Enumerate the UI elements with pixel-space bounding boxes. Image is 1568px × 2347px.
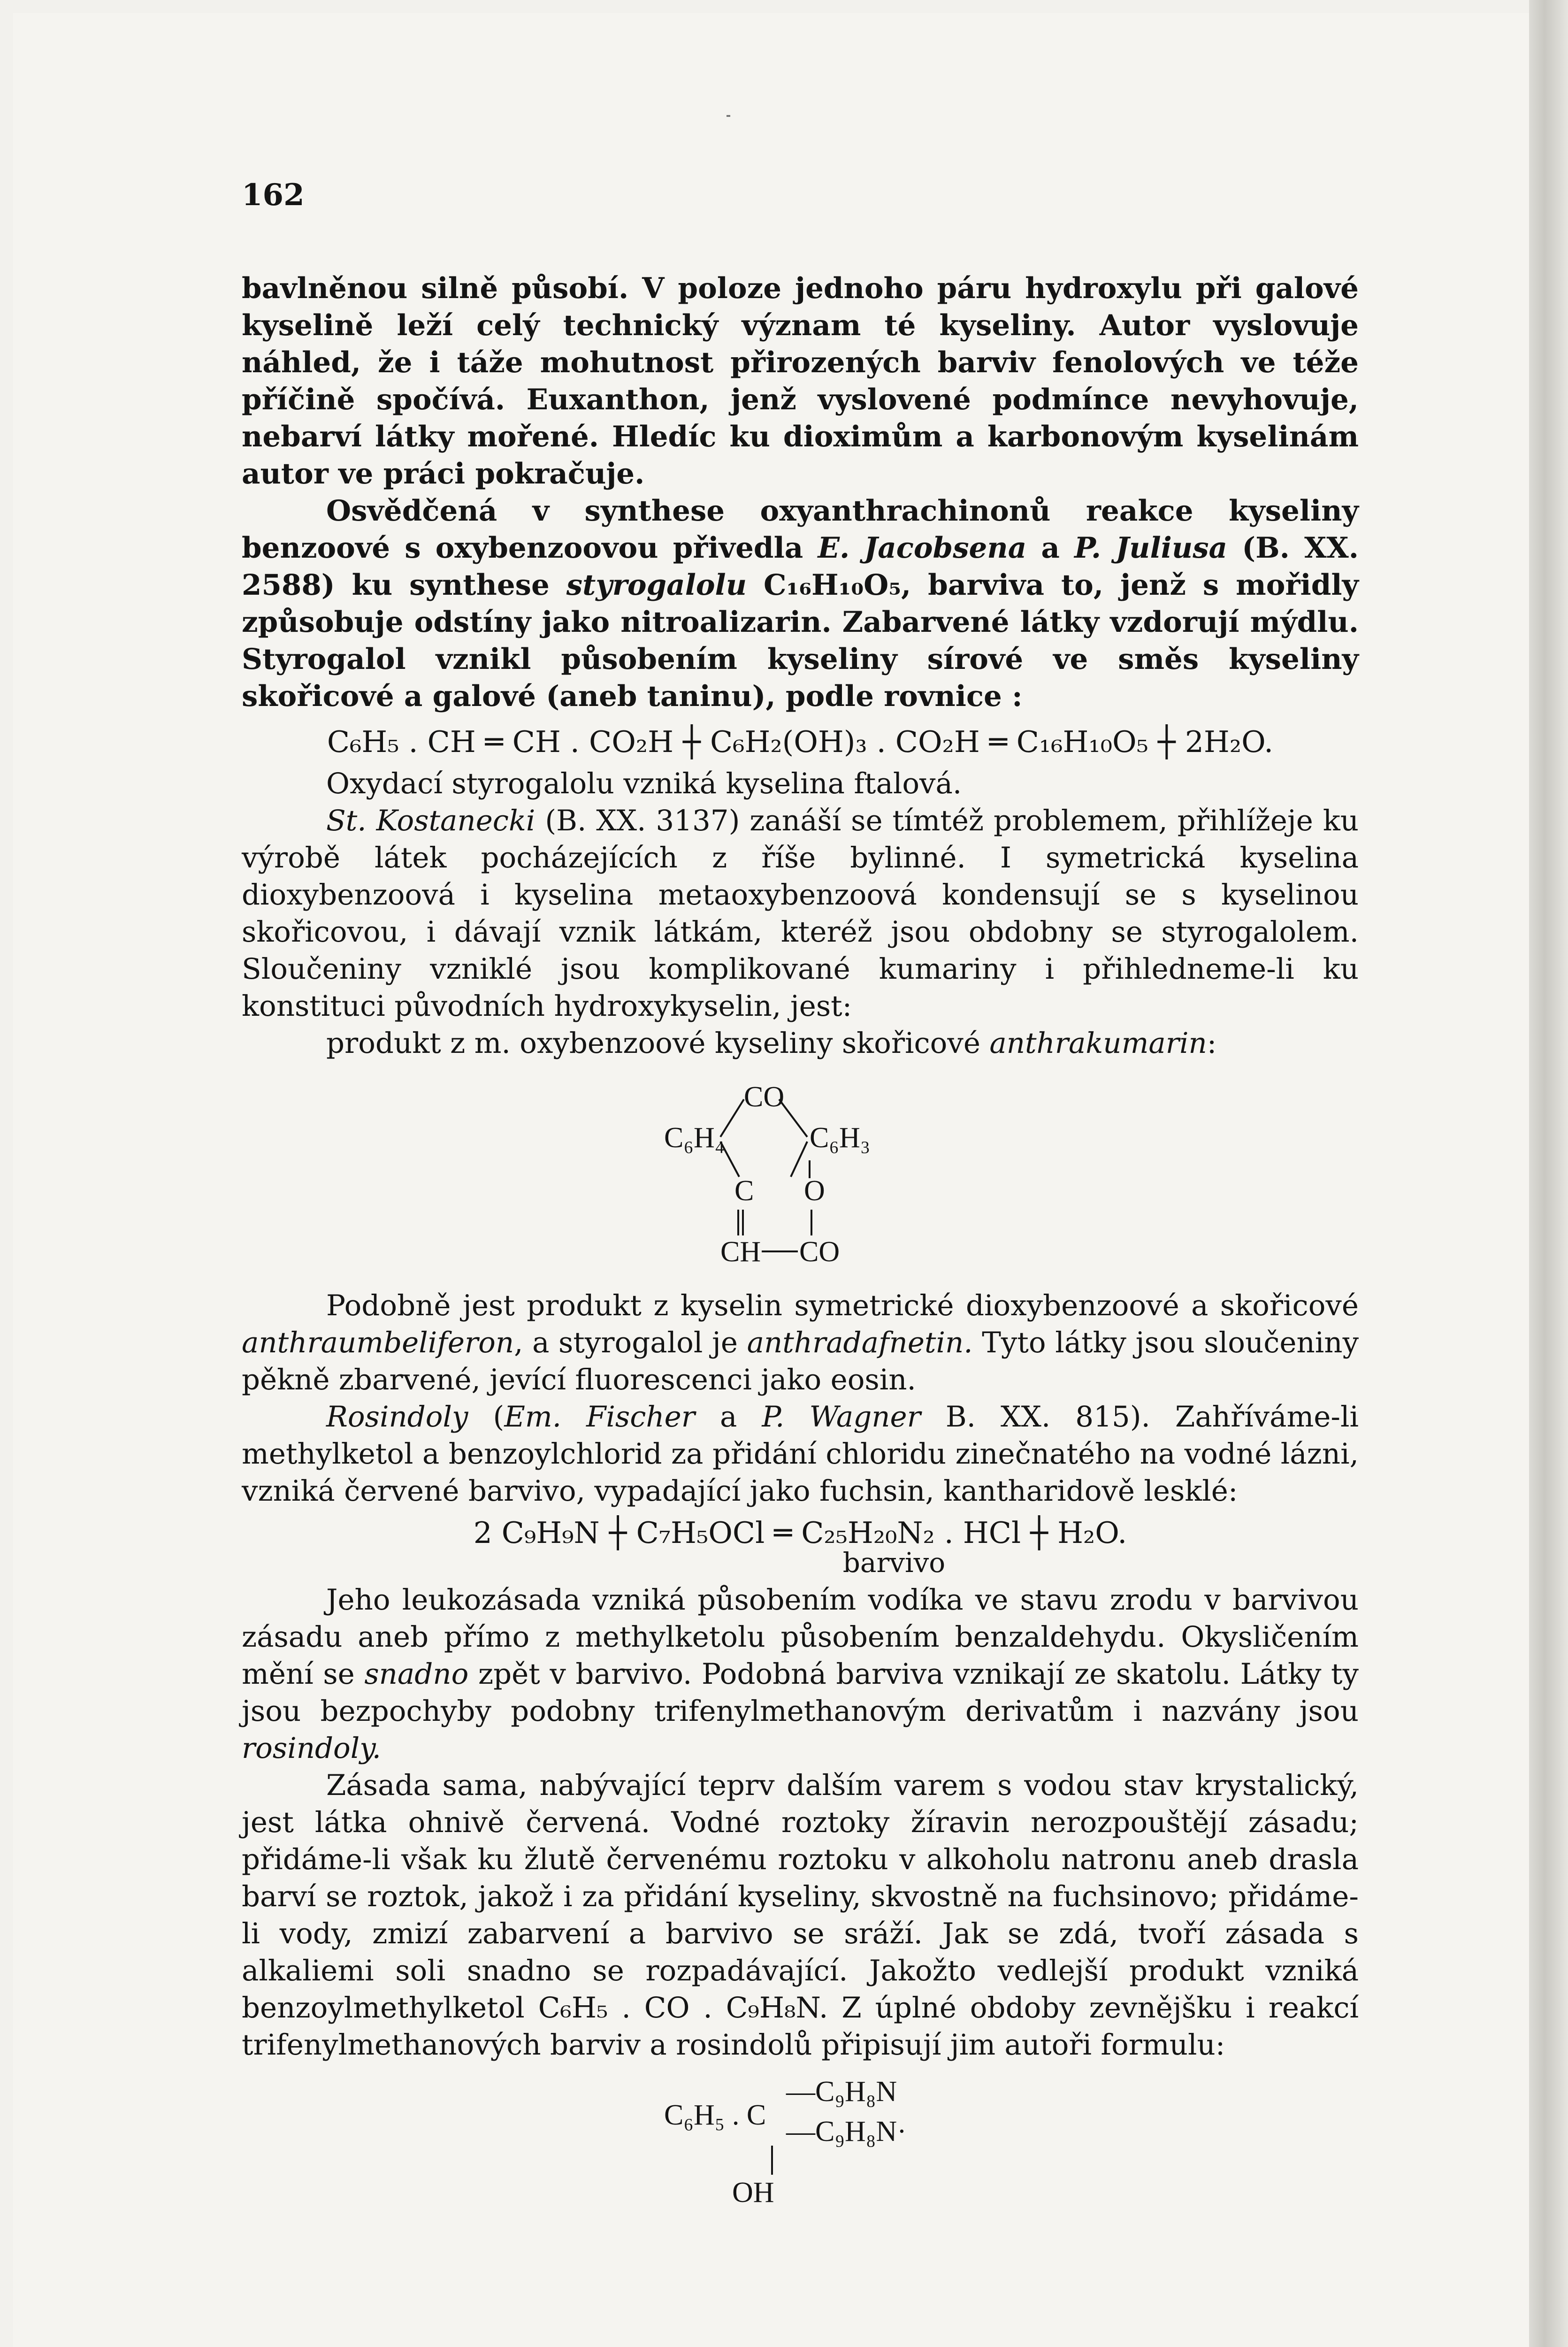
text-run: (: [493, 1400, 505, 1434]
paragraph-leukozasada: [242, 1581, 1359, 1767]
structure-rosindol: [242, 2075, 1359, 2216]
struct-right-group: C₆H₃: [810, 1122, 871, 1154]
struct-rosindol-lower: —C₉H₈N·: [786, 2116, 907, 2148]
compound-name: Rosindoly: [326, 1400, 468, 1434]
text-run: C₁₆H₁₀O₅, barviva to, jenž s mořidly způsobuje odstíny jako nitroalizarin. Zabarvené látky vzdorují mýdlu. Styrogalol vznikl působením kyseliny sírové ve směs kyseliny skořicové a galové (aneb taninu), podle rovnice :: [242, 568, 1359, 713]
author-ref: St. Kostanecki: [326, 804, 535, 837]
struct-mid-left: C: [734, 1175, 754, 1207]
paragraph-kostanecki: [242, 802, 1359, 1025]
page-number: 162: [242, 177, 305, 213]
equation-label-barvivo: barvivo: [842, 1547, 946, 1579]
paragraph-produkt: [242, 1025, 1359, 1062]
paragraph-2: [242, 492, 1359, 715]
struct-rosindol-upper: —C₉H₈N: [786, 2076, 897, 2108]
equation-styrogalol: C₆H₅ . CH ═ CH . CO₂H ┼ C₆H₂(OH)₃ . CO₂H ═ C₁₆H₁₀O₅ ┼ 2H₂O.: [327, 725, 1274, 759]
paragraph-1: bavlněnou silně působí. V poloze jednoho páru hydroxylu při galové kyselině leží celý technický význam té kyseliny. Autor vyslovuje náhled, že i táže mohutnost přirozených barviv fenolových ve téže příčině spočívá. Euxanthon, jenž vyslovené podmínce nevyhovuje, nebarví látky mořené. Hledíc ku dioximům a karbonovým kyselinám autor ve práci pokračuje.: [242, 272, 1359, 491]
text-run: Tyto látky jsou sloučeniny pěkně zbarvené, jevící fluorescenci jako eosin.: [242, 1326, 1359, 1396]
text-run: produkt z m. oxybenzoové kyseliny skořicové: [326, 1027, 980, 1060]
text-run: Jeho leukozásada vzniká působením vodíka ve stavu zrodu v barvivou zásadu aneb přímo z methylketolu působením benzaldehydu. Okysličením mění se: [242, 1583, 1359, 1691]
compound-name: anthradafnetin.: [747, 1326, 973, 1359]
text-run: a: [719, 1400, 737, 1434]
text-run: Osvědčená v synthese oxyanthrachinonů reakce kyseliny benzoové s oxybenzoovou přivedla: [242, 494, 1359, 565]
structure-anthrakumarin: [242, 1071, 1359, 1278]
page-edge: [1529, 0, 1568, 2347]
paragraph-oxydace: Oxydací styrogalolu vzniká kyselina ftalová.: [326, 767, 962, 800]
struct-rosindol-oh: OH: [732, 2177, 774, 2209]
text-run: , a styrogalol je: [514, 1326, 738, 1359]
text-run: zpět v barvivo. Podobná barviva vznikají ze skatolu. Látky ty jsou bezpochyby podobny trifenylmethanovým derivatům i nazvány jsou: [242, 1657, 1359, 1728]
text-run: a: [1041, 531, 1060, 565]
struct-left-group: C₆H₄: [664, 1122, 725, 1154]
struct-co-top: CO: [744, 1081, 785, 1113]
struct-bottom-left: CH: [720, 1236, 761, 1268]
compound-name: rosindoly.: [242, 1732, 382, 1765]
struct-rosindol-left: C₆H₅ . C: [664, 2099, 766, 2131]
struct-mid-right: O: [804, 1175, 825, 1207]
text-run: :: [1207, 1027, 1217, 1060]
compound-name: styrogalolu: [566, 568, 747, 602]
author-ref: E. Jacobsena: [818, 531, 1027, 565]
emphasis: snadno: [364, 1657, 469, 1691]
compound-name: anthraumbeliferon: [242, 1326, 514, 1359]
text-column: [242, 270, 1359, 2216]
struct-bottom-right: CO: [799, 1236, 840, 1268]
scan-speck: [727, 115, 730, 117]
text-run: (B. XX. 2588) ku synthese: [242, 531, 1359, 602]
equation-barvivo: 2 C₉H₉N ┼ C₇H₅OCl ═ C₂₅H₂₀N₂ . HCl ┼ H₂O.: [473, 1516, 1127, 1550]
compound-name: anthrakumarin: [989, 1027, 1207, 1060]
paragraph-podobne: [242, 1287, 1359, 1398]
paragraph-zasada: Zásada sama, nabývající teprv dalším varem s vodou stav krystalický, jest látka ohnivě červená. Vodné roztoky žíravin nerozpouštějí zásadu; přidáme-li však ku žlutě červenému roztoku v alkoholu natronu aneb drasla barví se roztok, jakož i za přidání kyseliny, skvostně na fuchsinovo; přidáme-li vody, zmizí zabarvení a barvivo se sráží. Jak se zdá, tvoří zásada s alkaliemi soli snadno se rozpadávající. Jakožto vedlejší produkt vzniká benzoylmethylketol C₆H₅ . CO . C₉H₈N. Z úplné obdoby zevnějšku i reakcí trifenylmethanových barviv a rosindolů připisují jim autoři formulu:: [242, 1769, 1359, 2062]
paragraph-rosindoly: [242, 1398, 1359, 1510]
text-run: B. XX. 815). Zahříváme-li methylketol a benzoylchlorid za přidání chloridu zinečnatého na vodné lázni, vzniká červené barvivo, vypadající jako fuchsin, kantharidově lesklé:: [242, 1400, 1359, 1508]
author-ref: P. Wagner: [762, 1400, 921, 1434]
author-ref: P. Juliusa: [1074, 531, 1228, 565]
text-run: (B. XX. 3137) zanáší se tímtéž problemem, přihlížeje ku výrobě látek pocházejících z říše bylinné. I symetrická kyselina dioxybenzoová i kyselina metaoxybenzoová kondensují se s kyselinou skořicovou, i dávají vznik látkám, kteréž jsou obdobny se styrogalolem. Sloučeniny vzniklé jsou komplikované kumariny i přihledneme-li ku konstituci původních hydroxykyselin, jest:: [242, 804, 1359, 1023]
text-run: Podobně jest produkt z kyselin symetrické dioxybenzoové a skořicové: [326, 1289, 1359, 1322]
author-ref: Em. Fischer: [504, 1400, 695, 1434]
